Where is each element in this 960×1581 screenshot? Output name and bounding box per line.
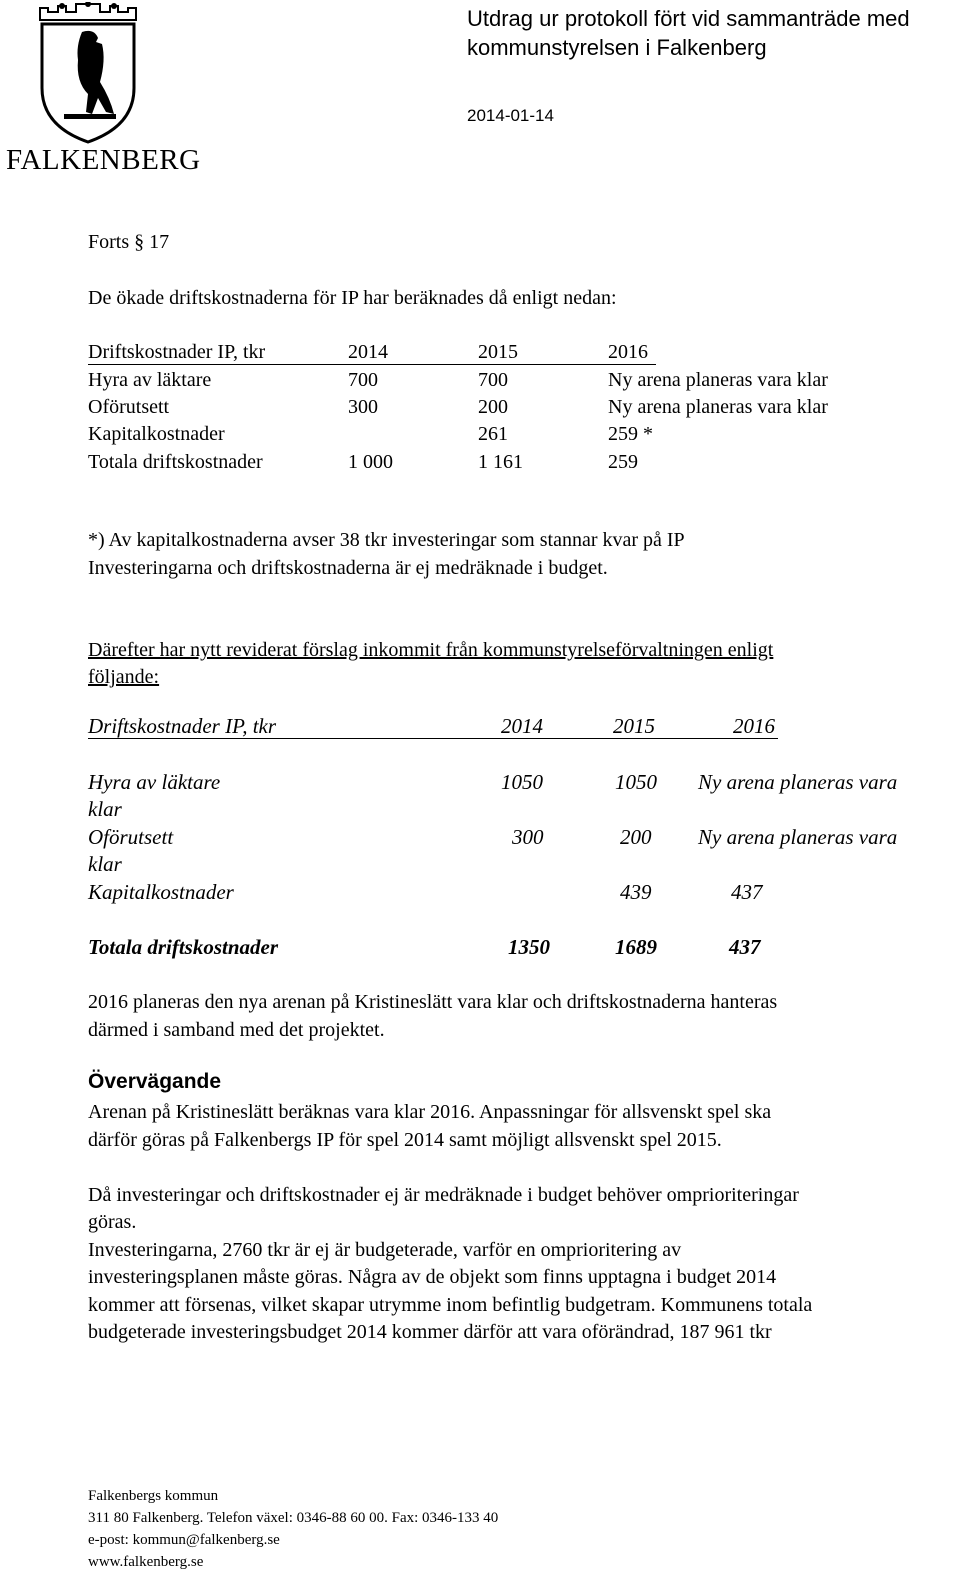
table-cell: Oförutsett <box>88 396 170 418</box>
table-cell: 200 <box>478 396 508 418</box>
table-cell: 200 <box>620 825 652 849</box>
paragraph-line: investeringsplanen måste göras. Några av de objekt som finns upptagna i budget 2014 <box>88 1266 777 1288</box>
footnote-line: *) Av kapitalkostnaderna avser 38 tkr investeringar som stannar kvar på IP <box>88 529 685 551</box>
table-cell: 439 <box>620 880 652 904</box>
table-cell: 1050 <box>615 770 657 794</box>
paragraph-line: budgeterade investeringsbudget 2014 kommer därför att vara oförändrad, 187 961 tkr <box>88 1321 772 1343</box>
table-header-year: 2016 <box>733 714 775 738</box>
paragraph-line: Då investeringar och driftskostnader ej är medräknade i budget behöver omprioriteringar <box>88 1184 799 1206</box>
table-cell: Hyra av läktare <box>88 770 221 794</box>
table-header-rule <box>88 364 656 365</box>
paragraph-line: kommer att försenas, vilket skapar utrymme inom befintlig budgetram. Kommunens totala <box>88 1294 813 1316</box>
title-line-2: kommunstyrelsen i Falkenberg <box>467 35 767 60</box>
table-cell: klar <box>88 852 122 876</box>
table-cell: Ny arena planeras vara klar <box>608 369 828 391</box>
table-cell: Kapitalkostnader <box>88 880 234 904</box>
table-cell: 437 <box>731 880 763 904</box>
table-cell: 259 <box>608 451 638 473</box>
footnote-line: Investeringarna och driftskostnaderna är ej medräknade i budget. <box>88 557 608 579</box>
table-cell: 1050 <box>501 770 543 794</box>
table-cell: 1350 <box>508 935 550 959</box>
paragraph-line: Investeringarna, 2760 tkr är ej är budgeterade, varför en omprioritering av <box>88 1239 682 1261</box>
table-header-rule <box>88 738 778 739</box>
table-cell: 259 * <box>608 423 653 445</box>
table-cell: 700 <box>348 369 378 391</box>
table-cell: 300 <box>348 396 378 418</box>
paragraph-line: 2016 planeras den nya arenan på Kristineslätt vara klar och driftskostnaderna hanteras <box>88 991 778 1013</box>
table-cell: Kapitalkostnader <box>88 423 225 445</box>
footer-address: 311 80 Falkenberg. Telefon växel: 0346-88 60 00. Fax: 0346-133 40 <box>88 1510 499 1526</box>
table-cell: klar <box>88 797 122 821</box>
logo-wordmark: FALKENBERG <box>6 144 201 176</box>
paragraph-line: därför göras på Falkenbergs IP för spel 2014 samt möjligt allsvenskt spel 2015. <box>88 1129 722 1151</box>
table-header-label: Driftskostnader IP, tkr <box>88 714 277 738</box>
paragraph-line: därmed i samband med det projektet. <box>88 1019 385 1041</box>
footer-email: e-post: kommun@falkenberg.se <box>88 1532 280 1548</box>
table-header-year: 2015 <box>478 341 518 363</box>
page-footer <box>88 1485 498 1573</box>
paragraph-line: Arenan på Kristineslätt beräknas vara klar 2016. Anpassningar för allsvenskt spel ska <box>88 1101 772 1123</box>
table-cell: 1 161 <box>478 451 523 473</box>
table-header-year: 2014 <box>348 341 388 363</box>
title-line-1: Utdrag ur protokoll fört vid sammanträde med <box>467 6 910 31</box>
revised-proposal-text: Därefter har nytt reviderat förslag inkommit från kommunstyrelseförvaltningen enligt <box>88 639 774 661</box>
footer-website: www.falkenberg.se <box>88 1554 204 1570</box>
table-cell: Ny arena planeras vara <box>698 770 898 794</box>
table-cell: Ny arena planeras vara <box>698 825 898 849</box>
section-label: Forts § 17 <box>88 231 170 253</box>
document-title <box>467 4 910 62</box>
table-header-year: 2014 <box>501 714 543 738</box>
table-header-label: Driftskostnader IP, tkr <box>88 341 266 363</box>
table-header-year: 2015 <box>613 714 655 738</box>
section-heading: Övervägande <box>88 1070 222 1093</box>
table-cell: 1689 <box>615 935 657 959</box>
document-date: 2014-01-14 <box>467 106 554 125</box>
table-cell: 261 <box>478 423 508 445</box>
intro-text: De ökade driftskostnaderna för IP har beräknades då enligt nedan: <box>88 287 617 309</box>
table-cell: Ny arena planeras vara klar <box>608 396 828 418</box>
paragraph-line: göras. <box>88 1211 137 1233</box>
coat-of-arms-logo <box>36 2 140 146</box>
table-cell: Totala driftskostnader <box>88 935 279 959</box>
table-cell: 437 <box>729 935 761 959</box>
revised-proposal-text: följande: <box>88 666 160 688</box>
table-cell: Totala driftskostnader <box>88 451 263 473</box>
table-cell: 1 000 <box>348 451 393 473</box>
table-cell: 700 <box>478 369 508 391</box>
table-cell: 300 <box>512 825 544 849</box>
footer-org: Falkenbergs kommun <box>88 1488 219 1504</box>
table-cell: Oförutsett <box>88 825 174 849</box>
table-cell: Hyra av läktare <box>88 369 212 391</box>
table-header-year: 2016 <box>608 341 648 363</box>
